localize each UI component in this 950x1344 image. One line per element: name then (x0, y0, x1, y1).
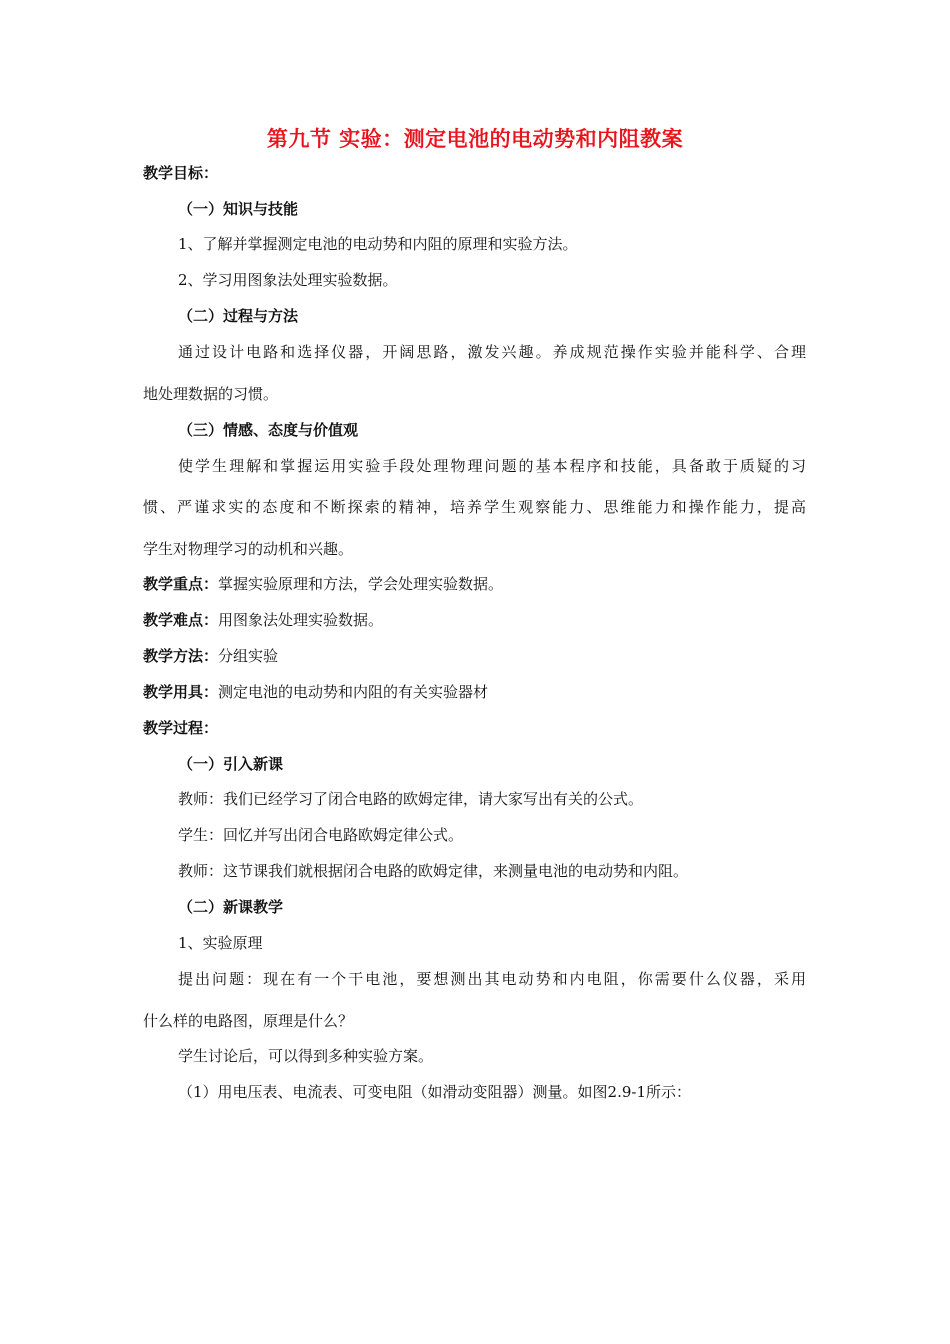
intro-line-3: 教师：这节课我们就根据闭合电路的欧姆定律，来测量电池的电动势和内阻。 (178, 862, 689, 880)
knowledge-item-1: 1、了解并掌握测定电池的电动势和内阻的原理和实验方法。 (178, 235, 578, 253)
principle-subheading: 1、实验原理 (178, 934, 263, 952)
difficulty-text: 用图象法处理实验数据。 (218, 611, 384, 629)
intro-heading: （一）引入新课 (178, 755, 284, 773)
process-method-heading: （二）过程与方法 (178, 307, 299, 325)
tools-label: 教学用具： (143, 683, 219, 701)
method-label: 教学方法： (143, 647, 219, 665)
document-title: 第九节 实验：测定电池的电动势和内阻教案 (266, 127, 684, 151)
knowledge-item-2: 2、学习用图象法处理实验数据。 (178, 271, 398, 289)
tools-row (143, 682, 488, 702)
teaching-process-heading: 教学过程： (143, 719, 219, 737)
tools-text: 测定电池的电动势和内阻的有关实验器材 (218, 683, 489, 701)
attitude-values-line-1: 使学生理解和掌握运用实验手段处理物理问题的基本程序和技能，具备敢于质疑的习 (178, 457, 806, 475)
difficulty-row (143, 610, 383, 630)
process-method-line-2: 地处理数据的习惯。 (143, 385, 279, 403)
new-lesson-heading: （二）新课教学 (178, 898, 284, 916)
principle-line-2: 什么样的电路图，原理是什么？ (143, 1012, 354, 1030)
attitude-values-line-2: 惯、严谨求实的态度和不断探索的精神，培养学生观察能力、思维能力和操作能力，提高 (143, 498, 806, 516)
goals-heading: 教学目标： (143, 164, 219, 182)
method-row (143, 646, 278, 666)
intro-line-1: 教师：我们已经学习了闭合电路的欧姆定律，请大家写出有关的公式。 (178, 790, 644, 808)
knowledge-skills-heading: （一）知识与技能 (178, 200, 299, 218)
key-point-label: 教学重点： (143, 575, 219, 593)
method-text: 分组实验 (218, 647, 279, 665)
attitude-values-heading: （三）情感、态度与价值观 (178, 421, 359, 439)
key-point-row (143, 574, 503, 594)
principle-line-1: 提出问题：现在有一个干电池，要想测出其电动势和内电阻，你需要什么仪器，采用 (178, 970, 806, 988)
intro-line-2: 学生：回忆并写出闭合电路欧姆定律公式。 (178, 826, 464, 844)
attitude-values-line-3: 学生对物理学习的动机和兴趣。 (143, 540, 354, 558)
principle-line-4: （1）用电压表、电流表、可变电阻（如滑动变阻器）测量。如图2.9-1所示： (178, 1083, 692, 1101)
process-method-line-1: 通过设计电路和选择仪器，开阔思路，激发兴趣。养成规范操作实验并能科学、合理 (178, 343, 806, 361)
difficulty-label: 教学难点： (143, 611, 219, 629)
key-point-text: 掌握实验原理和方法，学会处理实验数据。 (218, 575, 504, 593)
principle-line-3: 学生讨论后，可以得到多种实验方案。 (178, 1047, 434, 1065)
